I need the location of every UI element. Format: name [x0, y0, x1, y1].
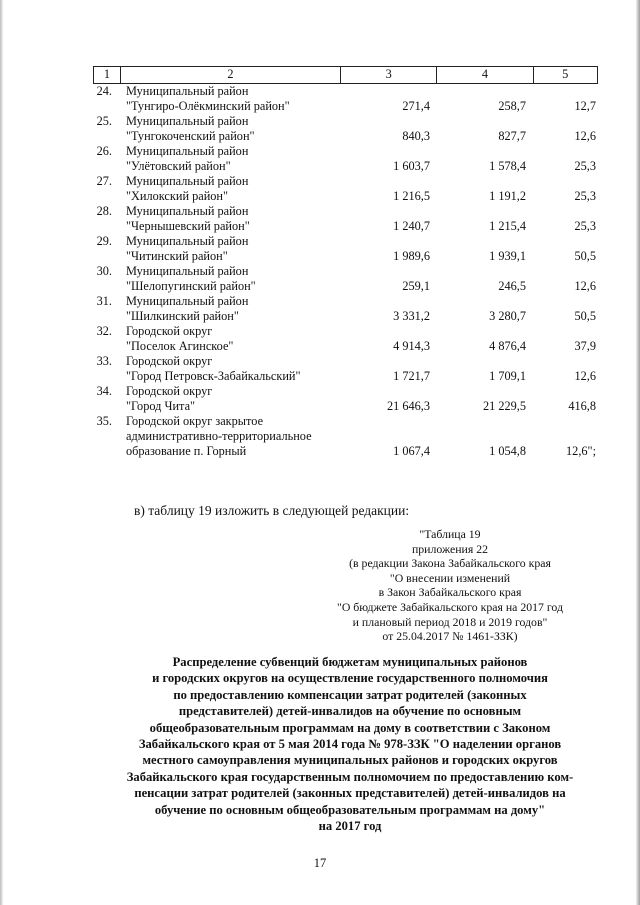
row-value-c5: 12,6	[574, 369, 596, 383]
note-line: (в редакции Закона Забайкальского края	[349, 556, 551, 571]
scan-left-edge	[0, 0, 3, 905]
row-value-c4: 1 215,4	[489, 219, 526, 233]
note-line: "Таблица 19	[419, 527, 481, 541]
row-name-line: "Чернышевский район"	[126, 219, 250, 233]
row-value-c4: 4 876,4	[489, 339, 526, 353]
heading-line: и городских округов на осуществление государственного полномочия	[152, 671, 548, 686]
row-value-c4: 827,7	[498, 129, 526, 143]
row-value-c4: 1 191,2	[489, 189, 526, 203]
row-name	[119, 354, 340, 384]
row-name-line: "Город Петровск-Забайкальский"	[126, 369, 301, 383]
row-name-line: "Тунгиро-Олёкминский район"	[126, 99, 290, 113]
row-name-line: образование п. Горный	[126, 444, 247, 458]
row-value-c5: 50,5	[574, 309, 596, 323]
heading-line: общеобразовательным программам на дому в соответствии с Законом	[149, 720, 551, 735]
note-line: в Закон Забайкальского края	[378, 585, 522, 600]
row-value-c4: 258,7	[498, 99, 526, 113]
row-value-c5: 416,8	[568, 399, 596, 413]
row-value-c4: 21 229,5	[482, 399, 526, 413]
table-note	[280, 527, 620, 644]
row-value-c5: 12,6";	[566, 444, 596, 458]
row-name-line: Городской округ	[126, 384, 213, 398]
row-value-c3: 1 216,5	[393, 189, 430, 203]
note-line: от 25.04.2017 № 1461-ЗЗК)	[382, 629, 518, 644]
table-row	[93, 144, 598, 174]
note-line: "О внесении изменений	[389, 570, 511, 585]
row-name-line: Муниципальный район	[126, 264, 249, 278]
row-value-c3: 4 914,3	[393, 339, 430, 353]
row-name	[119, 84, 340, 114]
row-value-c5: 12,6	[574, 129, 596, 143]
header-col-1: 1	[94, 67, 121, 83]
row-name-line: Муниципальный район	[126, 174, 249, 188]
row-name-line: Городской округ закрытое	[126, 414, 264, 428]
heading-line: местного самоуправления муниципальных районов и городских округов	[142, 753, 558, 768]
row-value-c4: 1 578,4	[489, 159, 526, 173]
row-name	[119, 174, 340, 204]
table-row	[93, 414, 598, 459]
row-name	[119, 264, 340, 294]
row-name-line: "Шелопугинский район"	[126, 279, 256, 293]
row-value-c4: 1 709,1	[489, 369, 526, 383]
row-number: 34.	[96, 384, 112, 398]
row-name-line: административно-территориальное	[126, 429, 312, 443]
row-value-c3: 840,3	[402, 129, 430, 143]
row-value-c5: 25,3	[574, 219, 596, 233]
row-name-line: "Шилкинский район"	[126, 309, 239, 323]
row-number: 28.	[96, 204, 112, 218]
row-name	[119, 234, 340, 264]
row-number: 25.	[96, 114, 112, 128]
heading-line: на 2017 год	[318, 819, 382, 834]
table-row	[93, 294, 598, 324]
row-number: 35.	[96, 414, 112, 428]
header-col-2: 2	[121, 67, 341, 83]
header-col-4: 4	[437, 67, 533, 83]
header-col-5: 5	[562, 67, 569, 81]
row-name	[119, 294, 340, 324]
heading-line: Распределение субвенций бюджетам муниципальных районов	[172, 655, 528, 669]
table-row	[93, 324, 598, 354]
table-row	[93, 204, 598, 234]
row-name-line: Муниципальный район	[126, 234, 249, 248]
row-name-line: "Читинский район"	[126, 249, 228, 263]
table-row	[93, 174, 598, 204]
row-value-c3: 1 721,7	[393, 369, 430, 383]
heading-line: представителей) детей-инвалидов на обучение по основным	[178, 704, 522, 719]
row-number: 30.	[96, 264, 112, 278]
row-name-line: Муниципальный район	[126, 114, 249, 128]
row-name-line: "Тунгокоченский район"	[126, 129, 255, 143]
row-number: 27.	[96, 174, 112, 188]
note-line: приложения 22	[411, 541, 489, 556]
row-value-c5: 25,3	[574, 159, 596, 173]
row-value-c5: 50,5	[574, 249, 596, 263]
heading-line: Забайкальского края государственным полномочием по предоставлению ком-	[126, 769, 574, 784]
intro-text: в) таблицу 19 изложить в следующей редакции:	[134, 503, 410, 518]
row-value-c3: 1 603,7	[393, 159, 430, 173]
row-value-c4: 1 939,1	[489, 249, 526, 263]
row-number: 32.	[96, 324, 112, 338]
row-name-line: Муниципальный район	[126, 294, 249, 308]
row-name-line: "Поселок Агинское"	[126, 339, 234, 353]
row-name-line: Муниципальный район	[126, 204, 249, 218]
row-name	[119, 324, 340, 354]
row-value-c3: 271,4	[402, 99, 430, 113]
row-name-line: Муниципальный район	[126, 144, 249, 158]
row-value-c3: 21 646,3	[386, 399, 430, 413]
row-number: 26.	[96, 144, 112, 158]
row-number: 29.	[96, 234, 112, 248]
row-name	[119, 114, 340, 144]
section-heading	[80, 654, 620, 834]
row-value-c3: 1 240,7	[393, 219, 430, 233]
scan-right-edge	[636, 0, 640, 905]
row-number: 31.	[96, 294, 112, 308]
row-name-line: Городской округ	[126, 324, 213, 338]
row-value-c4: 1 054,8	[489, 444, 526, 458]
table-row	[93, 234, 598, 264]
note-line: "О бюджете Забайкальского края на 2017 год	[337, 599, 563, 614]
row-name	[119, 204, 340, 234]
table-header-row	[93, 66, 598, 84]
table-row	[93, 84, 598, 114]
row-name-line: "Хилокский район"	[126, 189, 229, 203]
budget-table	[93, 66, 598, 459]
row-value-c5: 12,6	[574, 279, 596, 293]
row-value-c4: 246,5	[498, 279, 526, 293]
row-value-c3: 259,1	[402, 279, 430, 293]
row-name-line: "Улётовский район"	[126, 159, 231, 173]
row-value-c3: 1 067,4	[393, 444, 430, 458]
row-value-c5: 37,9	[574, 339, 596, 353]
table-body	[93, 84, 598, 459]
row-value-c5: 12,7	[574, 99, 596, 113]
heading-line: по предоставлению компенсации затрат родителей (законных	[173, 687, 527, 702]
row-name-line: "Город Чита"	[126, 399, 196, 413]
heading-line: Забайкальского края от 5 мая 2014 года № 978-ЗЗК "О наделении органов	[138, 737, 562, 752]
row-name-line: Муниципальный район	[126, 84, 249, 98]
heading-line: обучение по основным общеобразовательным программам на дому"	[154, 802, 546, 817]
page-number: 17	[313, 856, 327, 870]
row-name-line: Городской округ	[126, 354, 213, 368]
table-row	[93, 384, 598, 414]
heading-line: пенсации затрат родителей (законных представителей) детей-инвалидов на	[134, 786, 566, 801]
row-value-c5: 25,3	[574, 189, 596, 203]
table-row	[93, 114, 598, 144]
note-line: и плановый период 2018 и 2019 годов"	[352, 614, 548, 629]
header-col-3: 3	[341, 67, 437, 83]
row-number: 24.	[96, 84, 112, 98]
row-value-c3: 1 989,6	[393, 249, 430, 263]
table-row	[93, 354, 598, 384]
row-name	[119, 384, 340, 414]
row-number: 33.	[96, 354, 112, 368]
row-name	[119, 414, 340, 459]
table-row	[93, 264, 598, 294]
row-value-c4: 3 280,7	[489, 309, 526, 323]
row-name	[119, 144, 340, 174]
row-value-c3: 3 331,2	[393, 309, 430, 323]
